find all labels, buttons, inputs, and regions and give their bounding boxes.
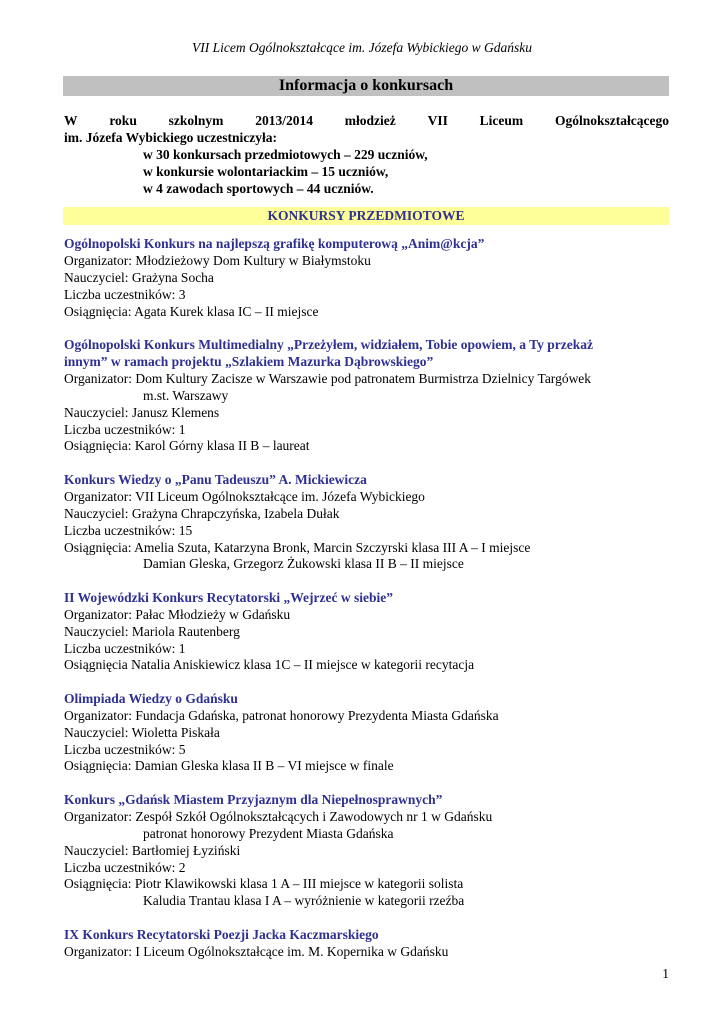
- contest-entry: [64, 927, 670, 961]
- contest-detail-line: Organizator: I Liceum Ogólnokształcące im. M. Kopernika w Gdańsku: [64, 943, 449, 959]
- page-title: Informacja o konkursach: [63, 76, 669, 96]
- contest-entry: [64, 590, 670, 675]
- contest-detail-line: Osiągnięcia: Piotr Klawikowski klasa 1 A – III miejsce w kategorii solista: [64, 876, 464, 892]
- contest-entry: [64, 472, 670, 573]
- contest-detail-line: Osiągnięcia: Karol Górny klasa II B – laureat: [64, 438, 310, 454]
- contest-detail-line: Liczba uczestników: 1: [64, 421, 186, 437]
- contest-title: Ogólnopolski Konkurs Multimedialny „Przeżyłem, widziałem, Tobie opowiem, a Ty przekaż: [64, 337, 594, 353]
- contest-list: [64, 236, 670, 977]
- contest-detail-line: Liczba uczestników: 2: [64, 859, 186, 875]
- contest-detail-line: Nauczyciel: Grażyna Socha: [64, 269, 214, 285]
- section-title: KONKURSY PRZEDMIOTOWE: [63, 207, 669, 225]
- page-number: 1: [662, 966, 669, 981]
- contest-detail-line: Osiągnięcia: Amelia Szuta, Katarzyna Bronk, Marcin Szczyrski klasa III A – I miejsce: [64, 539, 531, 555]
- intro-word: 2013/2014: [255, 113, 313, 128]
- intro-list-item: w 30 konkursach przedmiotowych – 229 uczniów,: [143, 147, 428, 162]
- intro-word: roku: [109, 113, 137, 128]
- contest-detail-line: Liczba uczestników: 3: [64, 286, 186, 302]
- contest-detail-line: Osiągnięcia: Agata Kurek klasa IC – II miejsce: [64, 303, 319, 319]
- contest-title: innym” w ramach projektu „Szlakiem Mazurka Dąbrowskiego”: [64, 353, 434, 369]
- contest-detail-line: Organizator: Pałac Młodzieży w Gdańsku: [64, 606, 291, 622]
- intro-line-2: im. Józefa Wybickiego uczestniczyła:: [64, 130, 277, 145]
- contest-detail-line: Liczba uczestników: 5: [64, 741, 186, 757]
- intro-word: Liceum: [479, 113, 524, 128]
- contest-detail-line: Damian Gleska, Grzegorz Żukowski klasa II B – II miejsce: [143, 556, 464, 572]
- contest-detail-line: Kaludia Trantau klasa I A – wyróżnienie w kategorii rzeźba: [143, 893, 465, 909]
- contest-detail-line: Nauczyciel: Wioletta Piskała: [64, 724, 220, 740]
- page-header: VII Licem Ogólnokształcące im. Józefa Wybickiego w Gdańsku: [192, 40, 532, 55]
- contest-detail-line: Organizator: Dom Kultury Zacisze w Warszawie pod patronatem Burmistrza Dzielnicy Targówek: [64, 370, 592, 386]
- intro-paragraph: [64, 112, 669, 197]
- contest-detail-line: m.st. Warszawy: [143, 387, 229, 403]
- intro-word: VII: [427, 113, 448, 128]
- contest-title: Ogólnopolski Konkurs na najlepszą grafikę komputerową „Anim@kcja”: [64, 236, 485, 251]
- contest-detail-line: Nauczyciel: Grażyna Chrapczyńska, Izabela Dułak: [64, 505, 340, 521]
- contest-title: Konkurs „Gdańsk Miastem Przyjaznym dla Niepełnosprawnych”: [64, 791, 443, 807]
- contest-entry: [64, 792, 670, 910]
- contest-entry: [64, 691, 670, 776]
- contest-title: IX Konkurs Recytatorski Poezji Jacka Kaczmarskiego: [64, 926, 379, 942]
- contest-detail-line: Osiągnięcia Natalia Aniskiewicz klasa 1C – II miejsce w kategorii recytacja: [64, 657, 475, 673]
- intro-line-1: [64, 112, 669, 129]
- contest-detail-line: Nauczyciel: Janusz Klemens: [64, 404, 220, 420]
- intro-word: W: [64, 113, 78, 128]
- intro-list-item: w 4 zawodach sportowych – 44 uczniów.: [143, 181, 374, 196]
- contest-title: Olimpiada Wiedzy o Gdańsku: [64, 690, 238, 706]
- intro-list: [143, 146, 669, 197]
- contest-detail-line: Organizator: Fundacja Gdańska, patronat honorowy Prezydenta Miasta Gdańska: [64, 707, 499, 723]
- contest-detail-line: Liczba uczestników: 1: [64, 640, 186, 656]
- intro-word: Ogólnokształcącego: [554, 113, 669, 128]
- contest-detail-line: patronat honorowy Prezydent Miasta Gdańska: [143, 825, 394, 841]
- contest-title: II Wojewódzki Konkurs Recytatorski „Wejrzeć w siebie”: [64, 589, 393, 605]
- intro-word: młodzież: [344, 113, 396, 128]
- contest-detail-line: Nauczyciel: Mariola Rautenberg: [64, 623, 240, 639]
- contest-detail-line: Nauczyciel: Bartłomiej Łyziński: [64, 842, 241, 858]
- contest-entry: [64, 236, 670, 321]
- contest-detail-line: Organizator: Młodzieżowy Dom Kultury w Białymstoku: [64, 252, 371, 268]
- contest-detail-line: Organizator: Zespół Szkół Ogólnokształcących i Zawodowych nr 1 w Gdańsku: [64, 808, 493, 824]
- intro-word: szkolnym: [168, 113, 224, 128]
- contest-detail-line: Organizator: VII Liceum Ogólnokształcące im. Józefa Wybickiego: [64, 488, 425, 504]
- contest-detail-line: Osiągnięcia: Damian Gleska klasa II B – VI miejsce w finale: [64, 758, 394, 774]
- contest-detail-line: Liczba uczestników: 15: [64, 522, 193, 538]
- contest-entry: [64, 337, 670, 455]
- contest-title: Konkurs Wiedzy o „Panu Tadeuszu” A. Mickiewicza: [64, 471, 367, 487]
- intro-list-item: w konkursie wolontariackim – 15 uczniów,: [143, 164, 389, 179]
